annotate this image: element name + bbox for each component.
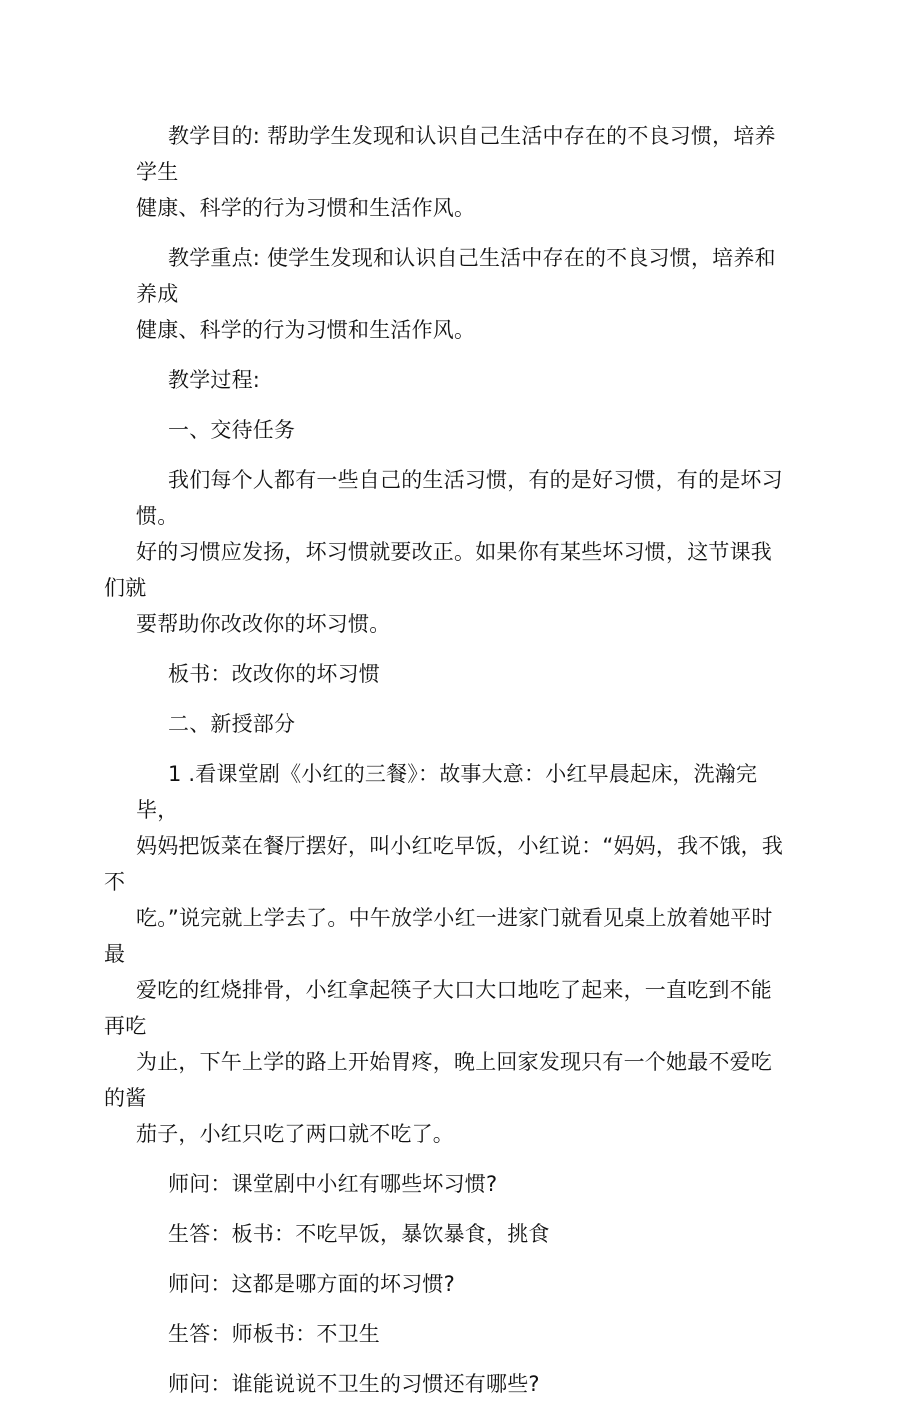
paragraph-intro (104, 462, 786, 642)
text-line: 健康、科学的行为习惯和生活作风。 (136, 196, 476, 220)
text-line: 爱吃的红烧排骨，小红拿起筷子大口大口地吃了起来，一直吃到不能再吃 (104, 978, 772, 1038)
text-line: 妈妈把饭菜在餐厅摆好，叫小红吃早饭，小红说：“妈妈，我不饿，我不 (104, 834, 784, 894)
paragraph-question-3: 师问：谁能说说不卫生的习惯还有哪些? (168, 1372, 540, 1396)
paragraph-question-1: 师问：课堂剧中小红有哪些坏习惯? (168, 1172, 498, 1196)
paragraph-answer-2: 生答：师板书：不卫生 (168, 1322, 380, 1346)
text-line: 为止，下午上学的路上开始胃疼，晚上回家发现只有一个她最不爱吃的酱 (104, 1050, 772, 1110)
text-line: 要帮助你改改你的坏习惯。 (136, 612, 391, 636)
paragraph-board-1: 板书：改改你的坏习惯 (168, 662, 380, 686)
section-heading-2: 二、新授部分 (168, 712, 296, 736)
text-line: 1 .看课堂剧《小红的三餐》：故事大意：小红早晨起床，洗瀚完毕， (136, 762, 758, 822)
paragraph-answer-1: 生答：板书：不吃早饭，暴饮暴食，挑食 (168, 1222, 550, 1246)
paragraph-objective (136, 118, 786, 226)
text-line: 教学目的: 帮助学生发现和认识自己生活中存在的不良习惯，培养学生 (136, 124, 776, 184)
paragraph-focus (136, 240, 786, 348)
text-line: 吃。”说完就上学去了。中午放学小红一进家门就看见桌上放着她平时最 (104, 906, 773, 966)
paragraph-process: 教学过程: (168, 368, 261, 392)
section-heading-1: 一、交待任务 (168, 418, 296, 442)
paragraph-question-2: 师问：这都是哪方面的坏习惯? (168, 1272, 455, 1296)
text-line: 茄子，小红只吃了两口就不吃了。 (136, 1122, 454, 1146)
paragraph-story (104, 756, 786, 1152)
text-line: 好的习惯应发扬，坏习惯就要改正。如果你有某些坏习惯，这节课我们就 (104, 540, 772, 600)
document-body (104, 118, 786, 1416)
text-line: 健康、科学的行为习惯和生活作风。 (136, 318, 476, 342)
text-line: 教学重点: 使学生发现和认识自己生活中存在的不良习惯，培养和养成 (136, 246, 776, 306)
text-line: 我们每个人都有一些自己的生活习惯，有的是好习惯，有的是坏习惯。 (136, 468, 783, 528)
